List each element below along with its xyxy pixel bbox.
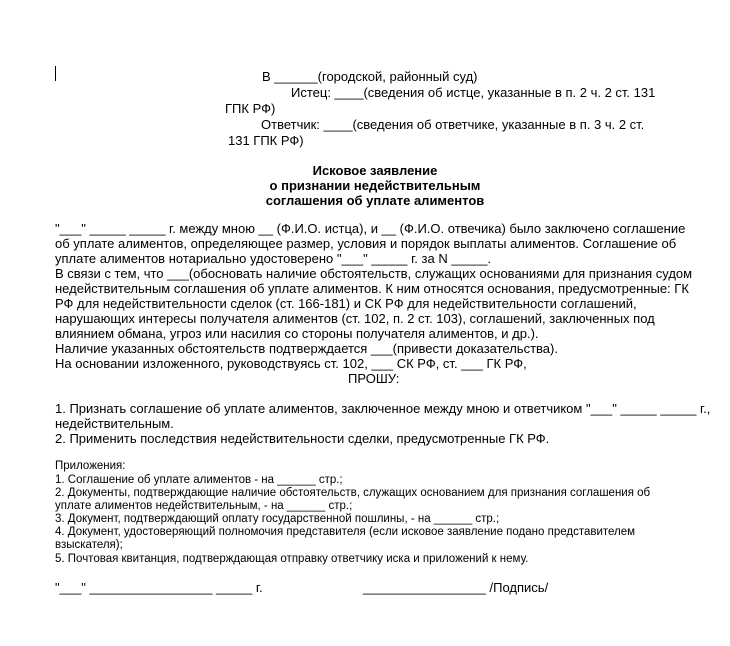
attachment-item: уплате алиментов недействительным, - на ______ стр.; <box>55 500 353 512</box>
request-line: 2. Применить последствия недействительности сделки, предусмотренные ГК РФ. <box>55 431 550 446</box>
request-line: недействительным. <box>55 416 174 431</box>
body-line: На основании изложенного, руководствуясь ст. 102, ___ СК РФ, ст. ___ ГК РФ, <box>55 356 527 371</box>
defendant-line-cont: 131 ГПК РФ) <box>228 133 304 148</box>
court-line: В ______(городской, районный суд) <box>262 69 478 84</box>
attachment-item: 4. Документ, удостоверяющий полномочия представителя (если исковое заявление подано представителем <box>55 526 636 538</box>
body-line: влиянием обмана, угроз или насилия со стороны получателя алиментов, и др.). <box>55 326 539 341</box>
body-line: "___" _____ _____ г. между мною __ (Ф.И.О. истца), и __ (Ф.И.О. отвечика) было заключено соглашение <box>55 221 686 236</box>
body-line: РФ для недействительности сделок (ст. 166-181) и СК РФ для недействительности соглашений, <box>55 296 637 311</box>
document-title <box>240 163 510 208</box>
attachment-item: 1. Соглашение об уплате алиментов - на ______ стр.; <box>55 474 343 486</box>
defendant-line: Ответчик: ____(сведения об ответчике, указанные в п. 3 ч. 2 ст. <box>261 117 645 132</box>
title-line-3: соглашения об уплате алиментов <box>265 193 485 208</box>
ask-heading: ПРОШУ: <box>348 371 400 386</box>
signature-sign: _________________ /Подпись/ <box>363 580 549 595</box>
plaintiff-line: Истец: ____(сведения об истце, указанные в п. 2 ч. 2 ст. 131 <box>291 85 656 100</box>
attachment-item: 2. Документы, подтверждающие наличие обстоятельств, служащих основанием для признания соглашения об <box>55 487 651 499</box>
attachments-heading: Приложения: <box>55 460 126 472</box>
attachment-item: 5. Почтовая квитанция, подтверждающая отправку ответчику иска и приложений к нему. <box>55 553 529 565</box>
title-line-1: Исковое заявление <box>312 163 438 178</box>
body-line: Наличие указанных обстоятельств подтверждается ___(привести доказательства). <box>55 341 558 356</box>
signature-date: "___" _________________ _____ г. <box>55 580 263 595</box>
text-cursor <box>55 66 56 81</box>
plaintiff-line-cont: ГПК РФ) <box>225 101 276 116</box>
body-line: уплате алиментов нотариально удостоверено "___" _____ г. за N _____. <box>55 251 492 266</box>
body-line: недействительным соглашения об уплате алиментов. К ним относятся основания, предусмотренные: ГК <box>55 281 689 296</box>
attachment-item: взыскателя); <box>55 539 123 551</box>
body-line: об уплате алиментов, определяющее размер, условия и порядок выплаты алиментов. Соглашение об <box>55 236 677 251</box>
body-line: нарушающих интересы получателя алиментов (ст. 102, п. 2 ст. 103), соглашений, заключенных под <box>55 311 655 326</box>
body-line: В связи с тем, что ___(обосновать наличие обстоятельств, служащих основаниями для признания судом <box>55 266 693 281</box>
title-line-2: о признании недействительным <box>269 178 481 193</box>
request-line: 1. Признать соглашение об уплате алиментов, заключенное между мною и ответчиком "___" _____ _____ г., <box>55 401 711 416</box>
attachment-item: 3. Документ, подтверждающий оплату государственной пошлины, - на ______ стр.; <box>55 513 500 525</box>
